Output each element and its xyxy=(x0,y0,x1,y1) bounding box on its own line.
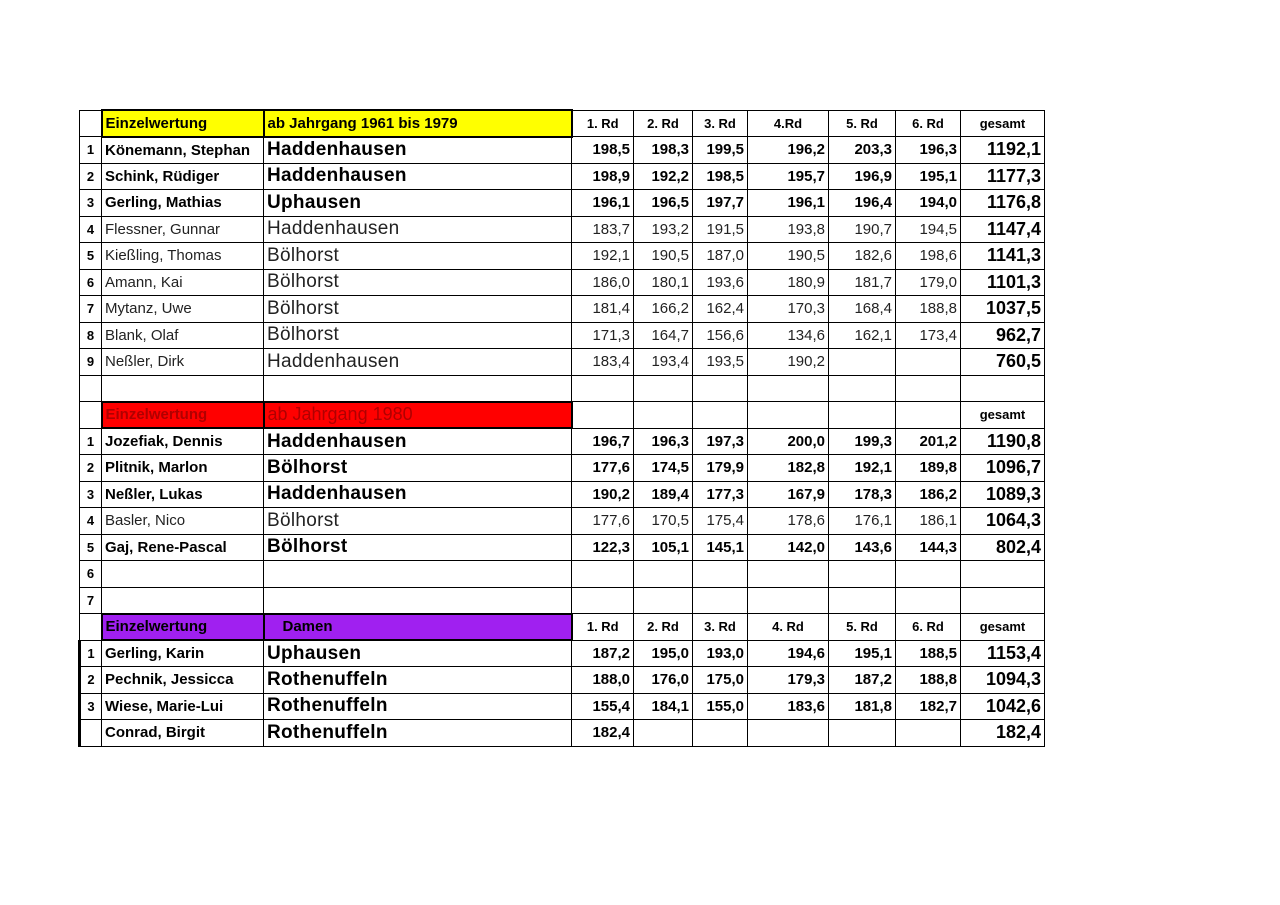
table-row xyxy=(80,640,1045,667)
round-score-4: 179,3 xyxy=(748,667,829,694)
round-score-6: 173,4 xyxy=(896,322,961,349)
rank-blank xyxy=(80,110,102,137)
round-score-2: 189,4 xyxy=(634,481,693,508)
rank-cell: 2 xyxy=(80,455,102,482)
total-score: 1177,3 xyxy=(961,163,1045,190)
rank-cell: 2 xyxy=(80,667,102,694)
club-name: Haddenhausen xyxy=(264,163,572,190)
round-header-2: 2. Rd xyxy=(634,614,693,641)
section-header-row xyxy=(80,614,1045,641)
rank-cell: 3 xyxy=(80,481,102,508)
round-score-4: 134,6 xyxy=(748,322,829,349)
athlete-name: Könemann, Stephan xyxy=(102,137,264,164)
round-score-3: 145,1 xyxy=(693,534,748,561)
round-score-3: 193,5 xyxy=(693,349,748,376)
athlete-name: Neßler, Lukas xyxy=(102,481,264,508)
round-score-1: 177,6 xyxy=(572,508,634,535)
round-score-5: 195,1 xyxy=(829,640,896,667)
round-score-5: 178,3 xyxy=(829,481,896,508)
total-header: gesamt xyxy=(961,110,1045,137)
round-score-1: 196,7 xyxy=(572,428,634,455)
round-score-6: 182,7 xyxy=(896,693,961,720)
round-score-1 xyxy=(572,561,634,588)
total-score xyxy=(961,587,1045,614)
athlete-name: Basler, Nico xyxy=(102,508,264,535)
total-header: gesamt xyxy=(961,402,1045,429)
round-score-6: 186,1 xyxy=(896,508,961,535)
round-score-4: 190,5 xyxy=(748,243,829,270)
table-row xyxy=(80,322,1045,349)
round-score-5: 168,4 xyxy=(829,296,896,323)
club-name: Uphausen xyxy=(264,640,572,667)
round-score-2: 180,1 xyxy=(634,269,693,296)
round-score-2: 164,7 xyxy=(634,322,693,349)
round-score-1: 155,4 xyxy=(572,693,634,720)
round-score-2 xyxy=(634,720,693,747)
round-score-3: 175,0 xyxy=(693,667,748,694)
round-score-1: 187,2 xyxy=(572,640,634,667)
round-score-6 xyxy=(896,349,961,376)
table-row xyxy=(80,667,1045,694)
round-header-4 xyxy=(748,402,829,429)
round-score-5: 182,6 xyxy=(829,243,896,270)
round-score-5 xyxy=(829,349,896,376)
round-score-3: 187,0 xyxy=(693,243,748,270)
total-score: 1037,5 xyxy=(961,296,1045,323)
round-score-2: 196,5 xyxy=(634,190,693,217)
athlete-name: Amann, Kai xyxy=(102,269,264,296)
total-score: 1094,3 xyxy=(961,667,1045,694)
total-score: 1101,3 xyxy=(961,269,1045,296)
empty-cell xyxy=(264,375,572,402)
round-score-6: 196,3 xyxy=(896,137,961,164)
round-score-4: 183,6 xyxy=(748,693,829,720)
round-header-6: 6. Rd xyxy=(896,614,961,641)
total-header: gesamt xyxy=(961,614,1045,641)
round-score-2 xyxy=(634,587,693,614)
round-score-6 xyxy=(896,587,961,614)
round-score-5: 203,3 xyxy=(829,137,896,164)
rank-cell: 3 xyxy=(80,190,102,217)
club-name: Rothenuffeln xyxy=(264,693,572,720)
empty-cell xyxy=(634,375,693,402)
round-header-1: 1. Rd xyxy=(572,110,634,137)
round-score-3 xyxy=(693,561,748,588)
table-row xyxy=(80,693,1045,720)
round-score-3: 199,5 xyxy=(693,137,748,164)
round-score-3: 179,9 xyxy=(693,455,748,482)
round-score-6: 188,8 xyxy=(896,296,961,323)
total-score: 1192,1 xyxy=(961,137,1045,164)
round-score-3: 193,6 xyxy=(693,269,748,296)
total-score: 962,7 xyxy=(961,322,1045,349)
table-row xyxy=(80,269,1045,296)
spacer-row xyxy=(80,375,1045,402)
round-score-2: 195,0 xyxy=(634,640,693,667)
total-score: 1190,8 xyxy=(961,428,1045,455)
round-score-6: 194,0 xyxy=(896,190,961,217)
athlete-name: Gaj, Rene-Pascal xyxy=(102,534,264,561)
club-name: Bölhorst xyxy=(264,455,572,482)
round-header-2 xyxy=(634,402,693,429)
round-score-3: 155,0 xyxy=(693,693,748,720)
round-score-5: 192,1 xyxy=(829,455,896,482)
round-score-3: 162,4 xyxy=(693,296,748,323)
round-score-3: 193,0 xyxy=(693,640,748,667)
round-score-5: 181,7 xyxy=(829,269,896,296)
rank-cell: 5 xyxy=(80,534,102,561)
club-name xyxy=(264,587,572,614)
total-score: 1176,8 xyxy=(961,190,1045,217)
total-score: 1153,4 xyxy=(961,640,1045,667)
round-score-1: 192,1 xyxy=(572,243,634,270)
rank-cell: 4 xyxy=(80,508,102,535)
round-score-6: 188,5 xyxy=(896,640,961,667)
round-score-2: 193,4 xyxy=(634,349,693,376)
round-score-5 xyxy=(829,587,896,614)
table-row xyxy=(80,455,1045,482)
total-score: 1096,7 xyxy=(961,455,1045,482)
rank-cell: 7 xyxy=(80,587,102,614)
round-score-6: 144,3 xyxy=(896,534,961,561)
section-label: Einzelwertung xyxy=(102,402,264,429)
empty-cell xyxy=(748,375,829,402)
table-row xyxy=(80,137,1045,164)
round-score-4: 180,9 xyxy=(748,269,829,296)
round-score-6 xyxy=(896,720,961,747)
round-score-2: 184,1 xyxy=(634,693,693,720)
round-score-1: 186,0 xyxy=(572,269,634,296)
round-score-1: 181,4 xyxy=(572,296,634,323)
athlete-name: Pechnik, Jessicca xyxy=(102,667,264,694)
table-row xyxy=(80,561,1045,588)
round-score-5: 199,3 xyxy=(829,428,896,455)
table-row xyxy=(80,587,1045,614)
rank-cell: 6 xyxy=(80,269,102,296)
round-score-3 xyxy=(693,720,748,747)
athlete-name xyxy=(102,561,264,588)
round-score-6: 198,6 xyxy=(896,243,961,270)
round-score-3 xyxy=(693,587,748,614)
total-score: 760,5 xyxy=(961,349,1045,376)
rank-cell: 5 xyxy=(80,243,102,270)
athlete-name: Plitnik, Marlon xyxy=(102,455,264,482)
section-label: Einzelwertung xyxy=(102,614,264,641)
athlete-name: Jozefiak, Dennis xyxy=(102,428,264,455)
round-score-4: 200,0 xyxy=(748,428,829,455)
round-score-6: 201,2 xyxy=(896,428,961,455)
table-row xyxy=(80,216,1045,243)
results-table xyxy=(78,109,1045,747)
table-row xyxy=(80,163,1045,190)
total-score: 182,4 xyxy=(961,720,1045,747)
club-name: Bölhorst xyxy=(264,296,572,323)
round-score-3: 177,3 xyxy=(693,481,748,508)
round-score-2: 174,5 xyxy=(634,455,693,482)
round-score-6: 195,1 xyxy=(896,163,961,190)
round-score-1: 190,2 xyxy=(572,481,634,508)
round-score-2 xyxy=(634,561,693,588)
rank-cell: 6 xyxy=(80,561,102,588)
club-name: Haddenhausen xyxy=(264,349,572,376)
empty-cell xyxy=(896,375,961,402)
table-row xyxy=(80,296,1045,323)
round-header-1: 1. Rd xyxy=(572,614,634,641)
rank-blank xyxy=(80,402,102,429)
round-score-6 xyxy=(896,561,961,588)
club-name: Bölhorst xyxy=(264,269,572,296)
round-score-5: 143,6 xyxy=(829,534,896,561)
round-score-2: 193,2 xyxy=(634,216,693,243)
round-score-1: 198,9 xyxy=(572,163,634,190)
round-header-3: 3. Rd xyxy=(693,110,748,137)
round-score-2: 105,1 xyxy=(634,534,693,561)
club-name: Rothenuffeln xyxy=(264,667,572,694)
round-header-4: 4.Rd xyxy=(748,110,829,137)
round-score-3: 198,5 xyxy=(693,163,748,190)
round-score-1: 188,0 xyxy=(572,667,634,694)
round-header-3 xyxy=(693,402,748,429)
empty-cell xyxy=(961,375,1045,402)
round-score-4: 190,2 xyxy=(748,349,829,376)
round-score-1: 183,7 xyxy=(572,216,634,243)
round-score-4: 193,8 xyxy=(748,216,829,243)
table-row xyxy=(80,720,1045,747)
round-header-1 xyxy=(572,402,634,429)
round-score-4: 178,6 xyxy=(748,508,829,535)
club-name: Rothenuffeln xyxy=(264,720,572,747)
table-row xyxy=(80,190,1045,217)
rank-cell: 2 xyxy=(80,163,102,190)
rank-cell: 7 xyxy=(80,296,102,323)
round-score-3: 156,6 xyxy=(693,322,748,349)
round-header-6 xyxy=(896,402,961,429)
empty-cell xyxy=(829,375,896,402)
round-score-6: 189,8 xyxy=(896,455,961,482)
athlete-name: Schink, Rüdiger xyxy=(102,163,264,190)
athlete-name: Gerling, Karin xyxy=(102,640,264,667)
round-score-3: 197,3 xyxy=(693,428,748,455)
empty-cell xyxy=(572,375,634,402)
table-row xyxy=(80,428,1045,455)
round-score-1: 183,4 xyxy=(572,349,634,376)
round-score-4: 182,8 xyxy=(748,455,829,482)
round-score-1: 196,1 xyxy=(572,190,634,217)
round-score-5: 190,7 xyxy=(829,216,896,243)
round-header-3: 3. Rd xyxy=(693,614,748,641)
rank-cell: 3 xyxy=(80,693,102,720)
round-score-5: 162,1 xyxy=(829,322,896,349)
round-header-5: 5. Rd xyxy=(829,614,896,641)
round-score-4: 196,2 xyxy=(748,137,829,164)
round-score-5 xyxy=(829,720,896,747)
round-score-2: 166,2 xyxy=(634,296,693,323)
round-score-5 xyxy=(829,561,896,588)
results-body xyxy=(80,110,1045,746)
round-score-5: 181,8 xyxy=(829,693,896,720)
club-name: Bölhorst xyxy=(264,243,572,270)
total-score: 1141,3 xyxy=(961,243,1045,270)
club-name: Uphausen xyxy=(264,190,572,217)
rank-cell xyxy=(80,720,102,747)
round-score-1: 122,3 xyxy=(572,534,634,561)
round-score-6: 194,5 xyxy=(896,216,961,243)
round-score-6: 186,2 xyxy=(896,481,961,508)
total-score: 1089,3 xyxy=(961,481,1045,508)
round-score-2: 196,3 xyxy=(634,428,693,455)
athlete-name xyxy=(102,587,264,614)
round-score-2: 192,2 xyxy=(634,163,693,190)
athlete-name: Kießling, Thomas xyxy=(102,243,264,270)
table-row xyxy=(80,243,1045,270)
table-row xyxy=(80,349,1045,376)
athlete-name: Conrad, Birgit xyxy=(102,720,264,747)
section-range: ab Jahrgang 1961 bis 1979 xyxy=(264,110,572,137)
rank-blank xyxy=(80,614,102,641)
athlete-name: Mytanz, Uwe xyxy=(102,296,264,323)
round-score-4: 196,1 xyxy=(748,190,829,217)
total-score xyxy=(961,561,1045,588)
empty-cell xyxy=(80,375,102,402)
round-header-4: 4. Rd xyxy=(748,614,829,641)
club-name: Bölhorst xyxy=(264,508,572,535)
round-score-6: 179,0 xyxy=(896,269,961,296)
total-score: 1064,3 xyxy=(961,508,1045,535)
round-score-1: 198,5 xyxy=(572,137,634,164)
section-header-row xyxy=(80,402,1045,429)
athlete-name: Blank, Olaf xyxy=(102,322,264,349)
round-score-4 xyxy=(748,587,829,614)
round-score-1: 171,3 xyxy=(572,322,634,349)
round-score-5: 196,9 xyxy=(829,163,896,190)
table-row xyxy=(80,534,1045,561)
round-score-4: 167,9 xyxy=(748,481,829,508)
table-row xyxy=(80,481,1045,508)
club-name: Haddenhausen xyxy=(264,481,572,508)
table-row xyxy=(80,508,1045,535)
section-range: ab Jahrgang 1980 xyxy=(264,402,572,429)
club-name: Haddenhausen xyxy=(264,428,572,455)
round-score-2: 190,5 xyxy=(634,243,693,270)
round-score-4: 194,6 xyxy=(748,640,829,667)
empty-cell xyxy=(693,375,748,402)
rank-cell: 4 xyxy=(80,216,102,243)
rank-cell: 1 xyxy=(80,640,102,667)
round-header-2: 2. Rd xyxy=(634,110,693,137)
round-score-3: 175,4 xyxy=(693,508,748,535)
round-score-4: 170,3 xyxy=(748,296,829,323)
athlete-name: Gerling, Mathias xyxy=(102,190,264,217)
club-name: Haddenhausen xyxy=(264,216,572,243)
round-score-1: 177,6 xyxy=(572,455,634,482)
athlete-name: Wiese, Marie-Lui xyxy=(102,693,264,720)
round-score-1 xyxy=(572,587,634,614)
round-score-5: 196,4 xyxy=(829,190,896,217)
round-score-3: 191,5 xyxy=(693,216,748,243)
club-name: Bölhorst xyxy=(264,322,572,349)
total-score: 802,4 xyxy=(961,534,1045,561)
round-score-4 xyxy=(748,561,829,588)
round-score-2: 170,5 xyxy=(634,508,693,535)
club-name: Haddenhausen xyxy=(264,137,572,164)
rank-cell: 9 xyxy=(80,349,102,376)
club-name: Bölhorst xyxy=(264,534,572,561)
round-header-6: 6. Rd xyxy=(896,110,961,137)
rank-cell: 1 xyxy=(80,428,102,455)
athlete-name: Flessner, Gunnar xyxy=(102,216,264,243)
round-header-5: 5. Rd xyxy=(829,110,896,137)
empty-cell xyxy=(102,375,264,402)
round-score-5: 176,1 xyxy=(829,508,896,535)
total-score: 1042,6 xyxy=(961,693,1045,720)
round-score-4 xyxy=(748,720,829,747)
round-score-2: 176,0 xyxy=(634,667,693,694)
athlete-name: Neßler, Dirk xyxy=(102,349,264,376)
round-score-6: 188,8 xyxy=(896,667,961,694)
section-label: Einzelwertung xyxy=(102,110,264,137)
round-score-5: 187,2 xyxy=(829,667,896,694)
round-score-4: 195,7 xyxy=(748,163,829,190)
section-header-row xyxy=(80,110,1045,137)
rank-cell: 8 xyxy=(80,322,102,349)
section-range: Damen xyxy=(264,614,572,641)
rank-cell: 1 xyxy=(80,137,102,164)
round-score-3: 197,7 xyxy=(693,190,748,217)
round-header-5 xyxy=(829,402,896,429)
total-score: 1147,4 xyxy=(961,216,1045,243)
round-score-4: 142,0 xyxy=(748,534,829,561)
round-score-2: 198,3 xyxy=(634,137,693,164)
round-score-1: 182,4 xyxy=(572,720,634,747)
club-name xyxy=(264,561,572,588)
